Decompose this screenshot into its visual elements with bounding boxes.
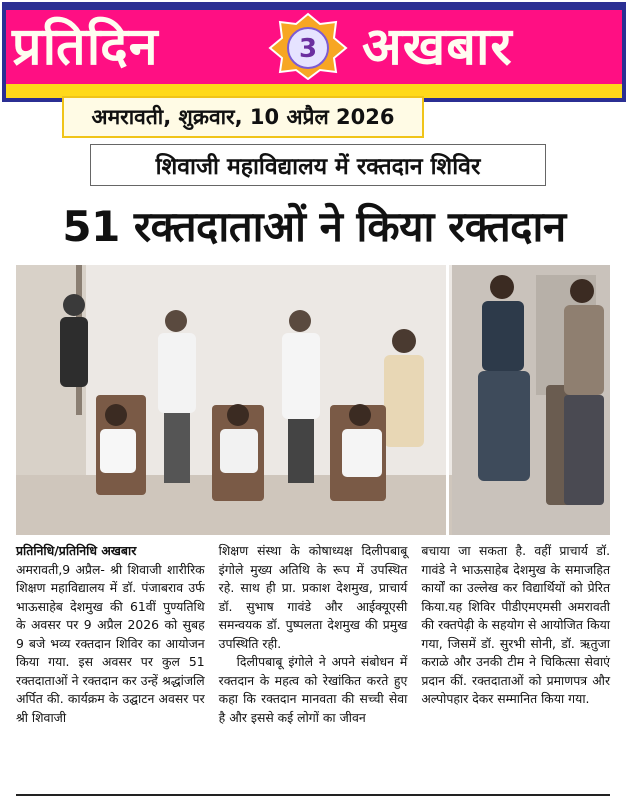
logo-numeral: 3 bbox=[298, 34, 318, 64]
masthead-title-left: प्रतिदिन bbox=[12, 17, 159, 77]
bottom-rule bbox=[16, 794, 610, 796]
news-photo bbox=[16, 265, 610, 535]
article-paragraph: अमरावती,9 अप्रैल- श्री शिवाजी शारीरिक शिक्षण महाविद्यालय में डॉ. पंजाबराव उर्फ भाऊसाहेब देशमुख की 61वीं पुण्यतिथि के अवसर पर 9 अप्रैल 2026 को सुबह 9 बजे भव्य रक्तदान शिविर का आयोजन किया गया. इस अवसर पर कुल 51 रक्तदाताओं ने रक्तदान कर उन्हें श्रद्धांजलि अर्पित की. कार्यक्रम के उद्घाटन अवसर पर श्री शिवाजी bbox=[16, 561, 205, 725]
newspaper-logo bbox=[268, 12, 348, 80]
masthead bbox=[0, 0, 628, 104]
photo-divider bbox=[446, 265, 449, 535]
headline: 51 रक्तदाताओं ने किया रक्तदान bbox=[62, 202, 566, 251]
dateline: अमरावती, शुक्रवार, 10 अप्रैल 2026 bbox=[62, 96, 424, 138]
blood-donation-photo bbox=[16, 265, 610, 535]
article-paragraph: शिक्षण संस्था के कोषाध्यक्ष दिलीपबाबू इंगोले मुख्य अतिथि के रूप में उपस्थित रहे. साथ ही प्रा. प्रकाश देशमुख, प्राचार्य डॉ. सुभाष गावंडे और आईक्यूएसी समन्वयक डॉ. पुष्पलता देशमुख की प्रमुख उपस्थिति रही. bbox=[218, 543, 408, 651]
article-byline: प्रतिनिधि/प्रतिनिधि अखबार bbox=[16, 543, 137, 558]
subheadline: शिवाजी महाविद्यालय में रक्तदान शिविर bbox=[90, 144, 546, 186]
masthead-title-right: अखबार bbox=[362, 17, 513, 77]
article-column-3 bbox=[421, 542, 610, 794]
article-column-1 bbox=[16, 542, 205, 794]
article-body bbox=[16, 542, 610, 794]
article-column-2 bbox=[219, 542, 408, 794]
article-paragraph: दिलीपबाबू इंगोले ने अपने संबोधन में रक्तदान के महत्व को रेखांकित करते हुए कहा कि रक्तदान मानवता की सच्ची सेवा है और इससे कई लोगों का जीवन bbox=[218, 654, 408, 725]
article-paragraph: बचाया जा सकता है. वहीं प्राचार्य डॉ. गावंडे ने भाऊसाहेब देशमुख के समाजहित कार्यों का उल्लेख कर विद्यार्थियों को प्रेरित किया.यह शिविर पीडीएमएमसी अमरावती की रक्तपेढ़ी के सहयोग से आयोजित किया गया, जिसमें डॉ. सुरभी सोनी, डॉ. ऋतुजा कराळे और उनकी टीम ने चिकित्सा सेवाएं प्रदान कीं. रक्तदाताओं को प्रमाणपत्र और अल्पोपहार देकर सम्मानित किया गया. bbox=[421, 543, 611, 706]
